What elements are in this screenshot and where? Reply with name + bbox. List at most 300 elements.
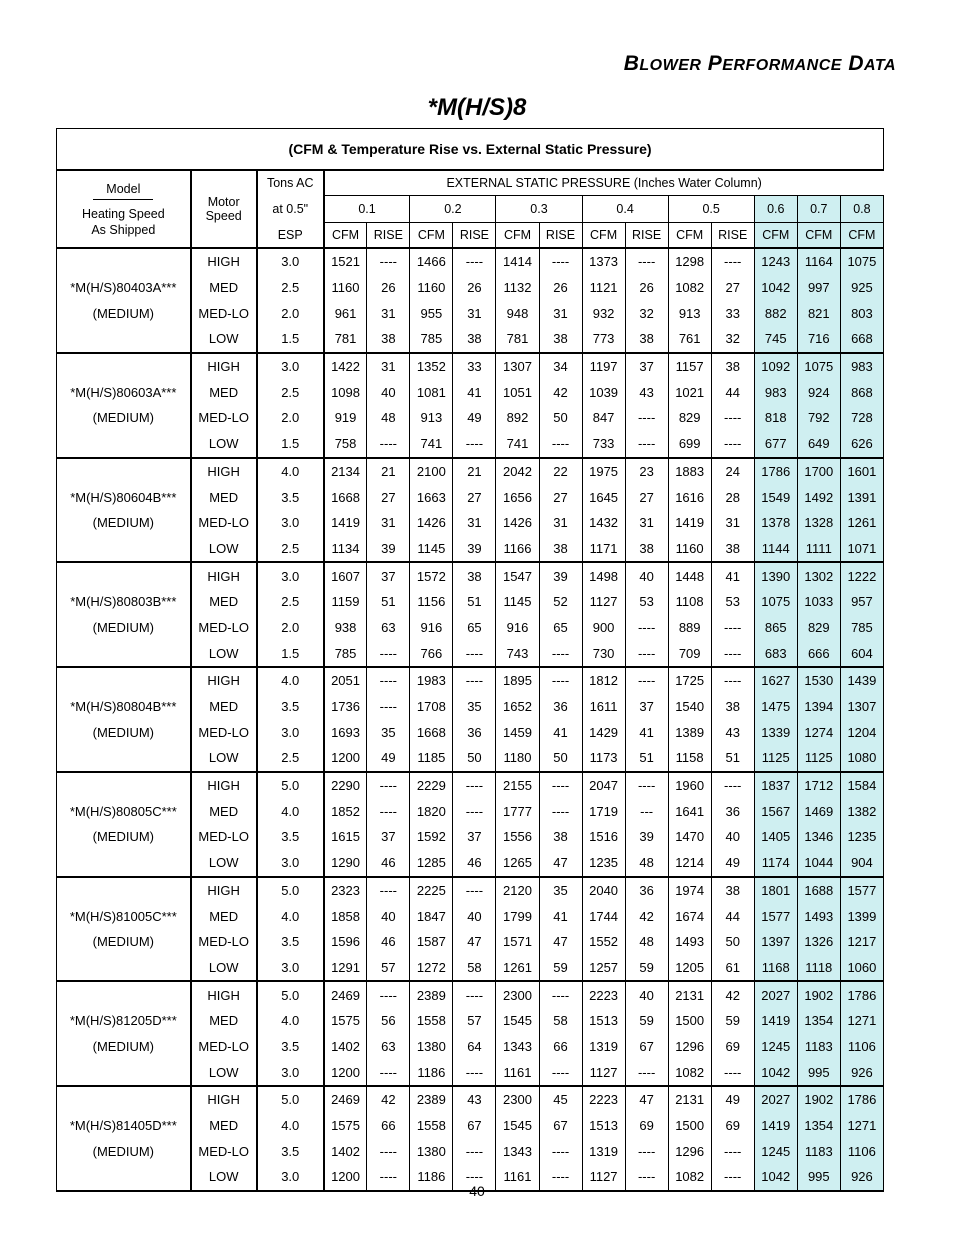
rise-value: ---- (367, 1164, 410, 1191)
rise-value: ---- (453, 1059, 496, 1086)
cfm-value: 781 (496, 326, 539, 353)
shipped-speed: (MEDIUM) (57, 300, 191, 326)
cfm-value: 1575 (324, 1113, 367, 1139)
cfm-value: 1419 (324, 510, 367, 536)
rise-value: 50 (711, 929, 754, 955)
cfm-value: 1960 (668, 772, 711, 799)
table-row (57, 275, 884, 301)
cfm-value: 926 (840, 1059, 883, 1086)
rise-value: 39 (453, 536, 496, 563)
table-row (57, 1059, 884, 1086)
rise-value: 38 (539, 536, 582, 563)
tons-ac-value: 3.5 (257, 1034, 324, 1060)
cfm-value: 1547 (496, 562, 539, 589)
rise-value: 51 (711, 745, 754, 772)
cfm-value: 1902 (797, 1086, 840, 1113)
table-row (57, 300, 884, 326)
cfm-value: 904 (840, 850, 883, 877)
cfm-value: 1257 (582, 955, 625, 982)
cfm-value: 1572 (410, 562, 453, 589)
rise-value: 38 (453, 326, 496, 353)
rise-value: 50 (453, 745, 496, 772)
cfm-value: 1134 (324, 536, 367, 563)
rise-value: 57 (367, 955, 410, 982)
rise-value: 47 (539, 929, 582, 955)
cfm-value: 1391 (840, 484, 883, 510)
rise-value: ---- (625, 405, 668, 431)
cfm-value: 1204 (840, 719, 883, 745)
cfm-value: 1786 (840, 981, 883, 1008)
table-row (57, 955, 884, 982)
cfm-value: 919 (324, 405, 367, 431)
rise-value: 26 (625, 275, 668, 301)
cfm-value: 1159 (324, 589, 367, 615)
shipped-speed: (MEDIUM) (57, 1138, 191, 1164)
cfm-value: 1419 (668, 510, 711, 536)
cfm-value: 1540 (668, 694, 711, 720)
table-row (57, 510, 884, 536)
cfm-value: 1222 (840, 562, 883, 589)
rise-value: 24 (711, 458, 754, 485)
cfm-value: 1390 (754, 562, 797, 589)
cfm-value: 1039 (582, 379, 625, 405)
cfm-value: 1558 (410, 1008, 453, 1034)
cfm-value: 1448 (668, 562, 711, 589)
rise-value: 38 (625, 536, 668, 563)
cfm-value: 948 (496, 300, 539, 326)
cfm-value: 1307 (496, 353, 539, 380)
cfm-value: 1521 (324, 248, 367, 275)
rise-value: 46 (453, 850, 496, 877)
pressure-header: 0.1 (324, 196, 410, 223)
cfm-header: CFM (797, 223, 840, 249)
cfm-header: CFM (582, 223, 625, 249)
model-cell-empty (57, 877, 191, 904)
rise-value: 63 (367, 1034, 410, 1060)
section-title (624, 52, 896, 76)
cfm-value: 1186 (410, 1164, 453, 1191)
section-title-word-2: PERFORMANCE (707, 52, 842, 75)
cfm-value: 1118 (797, 955, 840, 982)
rise-value: 45 (539, 1086, 582, 1113)
cfm-value: 1837 (754, 772, 797, 799)
cfm-value: 1469 (797, 798, 840, 824)
cfm-value: 1106 (840, 1138, 883, 1164)
cfm-value: 1380 (410, 1138, 453, 1164)
cfm-value: 792 (797, 405, 840, 431)
motor-speed: MED (191, 275, 257, 301)
rise-value: ---- (453, 1138, 496, 1164)
cfm-value: 1197 (582, 353, 625, 380)
cfm-value: 1475 (754, 694, 797, 720)
tons-ac-value: 2.5 (257, 589, 324, 615)
model-cell-empty (57, 248, 191, 275)
cfm-value: 745 (754, 326, 797, 353)
tons-ac-value: 4.0 (257, 903, 324, 929)
tons-ac-value: 1.5 (257, 326, 324, 353)
cfm-value: 1298 (668, 248, 711, 275)
cfm-value: 1584 (840, 772, 883, 799)
cfm-header: CFM (754, 223, 797, 249)
rise-value: ---- (539, 431, 582, 458)
tons-ac-value: 3.0 (257, 353, 324, 380)
tons-ac-value: 2.0 (257, 300, 324, 326)
cfm-value: 1397 (754, 929, 797, 955)
rise-header: RISE (453, 223, 496, 249)
cfm-value: 1158 (668, 745, 711, 772)
rise-value: 21 (367, 458, 410, 485)
motor-speed: MED-LO (191, 824, 257, 850)
pressure-header: 0.8 (840, 196, 883, 223)
rise-value: 67 (453, 1113, 496, 1139)
cfm-value: 1777 (496, 798, 539, 824)
motor-speed: HIGH (191, 667, 257, 694)
rise-value: 42 (367, 1086, 410, 1113)
rise-value: 66 (367, 1113, 410, 1139)
cfm-value: 913 (410, 405, 453, 431)
rise-value: 33 (453, 353, 496, 380)
rise-value: ---- (711, 431, 754, 458)
rise-value: 49 (453, 405, 496, 431)
cfm-value: 1382 (840, 798, 883, 824)
motor-speed: HIGH (191, 981, 257, 1008)
cfm-value: 1601 (840, 458, 883, 485)
motor-speed: HIGH (191, 353, 257, 380)
cfm-value: 925 (840, 275, 883, 301)
table-row (57, 326, 884, 353)
cfm-value: 1352 (410, 353, 453, 380)
cfm-value: 900 (582, 615, 625, 641)
rise-value: 39 (625, 824, 668, 850)
as-shipped-label: As Shipped (91, 222, 156, 237)
cfm-value: 983 (754, 379, 797, 405)
rise-value: 47 (625, 1086, 668, 1113)
rise-value: 46 (367, 929, 410, 955)
cfm-value: 1092 (754, 353, 797, 380)
rise-value: 38 (453, 562, 496, 589)
cfm-value: 1380 (410, 1034, 453, 1060)
rise-value: ---- (625, 1138, 668, 1164)
cfm-value: 1549 (754, 484, 797, 510)
pressure-header: 0.3 (496, 196, 582, 223)
cfm-value: 1271 (840, 1008, 883, 1034)
cfm-value: 1459 (496, 719, 539, 745)
cfm-value: 1217 (840, 929, 883, 955)
motor-speed: LOW (191, 850, 257, 877)
cfm-value: 1373 (582, 248, 625, 275)
cfm-value: 1319 (582, 1034, 625, 1060)
cfm-value: 766 (410, 640, 453, 667)
cfm-value: 1339 (754, 719, 797, 745)
rise-value: 67 (539, 1113, 582, 1139)
rise-value: 66 (539, 1034, 582, 1060)
cfm-value: 1296 (668, 1138, 711, 1164)
cfm-value: 1033 (797, 589, 840, 615)
rise-value: 38 (539, 824, 582, 850)
cfm-value: 1354 (797, 1113, 840, 1139)
cfm-value: 1127 (582, 1164, 625, 1191)
motor-speed: LOW (191, 955, 257, 982)
tons-ac-value: 4.0 (257, 1113, 324, 1139)
cfm-value: 1389 (668, 719, 711, 745)
table-row (57, 850, 884, 877)
rise-value: 53 (711, 589, 754, 615)
model-name: *M(H/S)80803B*** (57, 589, 191, 615)
cfm-value: 1493 (668, 929, 711, 955)
tons-ac-value: 5.0 (257, 981, 324, 1008)
model-name: *M(H/S)81405D*** (57, 1113, 191, 1139)
rise-value: 26 (539, 275, 582, 301)
cfm-value: 1812 (582, 667, 625, 694)
cfm-value: 1493 (797, 903, 840, 929)
cfm-value: 1328 (797, 510, 840, 536)
cfm-value: 1607 (324, 562, 367, 589)
cfm-value: 1185 (410, 745, 453, 772)
pressure-header: 0.2 (410, 196, 496, 223)
motor-speed: MED-LO (191, 719, 257, 745)
cfm-value: 1399 (840, 903, 883, 929)
cfm-value: 2131 (668, 981, 711, 1008)
rise-value: ---- (539, 798, 582, 824)
rise-value: 47 (539, 850, 582, 877)
rise-value: 32 (711, 326, 754, 353)
model-name: *M(H/S)80804B*** (57, 694, 191, 720)
cfm-value: 728 (840, 405, 883, 431)
cfm-value: 1271 (840, 1113, 883, 1139)
table-row (57, 929, 884, 955)
cfm-value: 955 (410, 300, 453, 326)
cfm-value: 1652 (496, 694, 539, 720)
cfm-value: 2229 (410, 772, 453, 799)
tons-ac-value: 3.5 (257, 1138, 324, 1164)
model-cell-empty (57, 667, 191, 694)
cfm-value: 1243 (754, 248, 797, 275)
rise-value: 42 (539, 379, 582, 405)
cfm-value: 889 (668, 615, 711, 641)
cfm-value: 1736 (324, 694, 367, 720)
cfm-value: 1516 (582, 824, 625, 850)
rise-value: ---- (367, 981, 410, 1008)
table-caption: (CFM & Temperature Rise vs. External Static Pressure) (57, 129, 884, 171)
tons-ac-value: 3.0 (257, 1164, 324, 1191)
cfm-value: 1354 (797, 1008, 840, 1034)
cfm-value: 1290 (324, 850, 367, 877)
rise-value: 37 (453, 824, 496, 850)
cfm-value: 1552 (582, 929, 625, 955)
rise-value: 36 (453, 719, 496, 745)
motor-speed: HIGH (191, 562, 257, 589)
cfm-value: 818 (754, 405, 797, 431)
table-row (57, 1138, 884, 1164)
rise-value: 23 (625, 458, 668, 485)
cfm-value: 1975 (582, 458, 625, 485)
motor-speed: MED (191, 589, 257, 615)
rise-value: 51 (367, 589, 410, 615)
cfm-value: 1108 (668, 589, 711, 615)
cfm-value: 1983 (410, 667, 453, 694)
model-cell-empty (57, 1059, 191, 1086)
cfm-value: 2120 (496, 877, 539, 904)
cfm-value: 1343 (496, 1034, 539, 1060)
rise-value: 44 (711, 379, 754, 405)
model-cell-empty (57, 326, 191, 353)
rise-value: 37 (625, 353, 668, 380)
cfm-value: 649 (797, 431, 840, 458)
cfm-value: 916 (410, 615, 453, 641)
shipped-speed: (MEDIUM) (57, 719, 191, 745)
cfm-value: 803 (840, 300, 883, 326)
tons-ac-header: Tons AC (257, 170, 324, 196)
motor-speed: LOW (191, 1059, 257, 1086)
tons-ac-value: 1.5 (257, 431, 324, 458)
cfm-value: 1545 (496, 1008, 539, 1034)
motor-speed: MED-LO (191, 1034, 257, 1060)
cfm-value: 1261 (840, 510, 883, 536)
cfm-value: 1285 (410, 850, 453, 877)
cfm-value: 1645 (582, 484, 625, 510)
cfm-value: 1799 (496, 903, 539, 929)
cfm-value: 1414 (496, 248, 539, 275)
cfm-value: 1106 (840, 1034, 883, 1060)
cfm-value: 2100 (410, 458, 453, 485)
rise-value: ---- (367, 431, 410, 458)
cfm-value: 2323 (324, 877, 367, 904)
cfm-value: 882 (754, 300, 797, 326)
cfm-value: 961 (324, 300, 367, 326)
cfm-value: 1712 (797, 772, 840, 799)
rise-value: 48 (625, 929, 668, 955)
model-cell-empty (57, 640, 191, 667)
cfm-value: 2469 (324, 981, 367, 1008)
table-row (57, 484, 884, 510)
tons-ac-value: 3.0 (257, 850, 324, 877)
cfm-value: 1186 (410, 1059, 453, 1086)
cfm-value: 1144 (754, 536, 797, 563)
rise-value: ---- (711, 405, 754, 431)
model-name: *M(H/S)80403A*** (57, 275, 191, 301)
tons-ac-value: 2.5 (257, 536, 324, 563)
rise-value: 48 (625, 850, 668, 877)
rise-value: ---- (625, 615, 668, 641)
table-row (57, 248, 884, 275)
rise-value: ---- (539, 1164, 582, 1191)
cfm-value: 2131 (668, 1086, 711, 1113)
cfm-value: 1513 (582, 1008, 625, 1034)
rise-value: 26 (453, 275, 496, 301)
cfm-value: 1160 (324, 275, 367, 301)
cfm-value: 1272 (410, 955, 453, 982)
motor-speed: MED (191, 903, 257, 929)
motor-speed: LOW (191, 1164, 257, 1191)
rise-value: ---- (625, 772, 668, 799)
table-row (57, 589, 884, 615)
rise-value: 49 (711, 850, 754, 877)
cfm-value: 2027 (754, 981, 797, 1008)
cfm-value: 1429 (582, 719, 625, 745)
tons-ac-value: 3.5 (257, 929, 324, 955)
cfm-value: 957 (840, 589, 883, 615)
cfm-value: 1145 (410, 536, 453, 563)
table-row (57, 667, 884, 694)
rise-value: 38 (539, 326, 582, 353)
rise-value: 51 (625, 745, 668, 772)
model-cell-empty (57, 353, 191, 380)
cfm-value: 1082 (668, 275, 711, 301)
cfm-value: 1895 (496, 667, 539, 694)
motor-speed: MED-LO (191, 510, 257, 536)
model-series-title: *M(H/S)8 (427, 94, 527, 121)
cfm-value: 1615 (324, 824, 367, 850)
cfm-value: 2290 (324, 772, 367, 799)
cfm-value: 1245 (754, 1034, 797, 1060)
tons-ac-value: 1.5 (257, 640, 324, 667)
rise-value: 67 (625, 1034, 668, 1060)
rise-value: 41 (539, 719, 582, 745)
tons-ac-value: 4.0 (257, 458, 324, 485)
rise-value: ---- (711, 772, 754, 799)
cfm-value: 1235 (582, 850, 625, 877)
cfm-value: 1042 (754, 1164, 797, 1191)
cfm-value: 1466 (410, 248, 453, 275)
table-row (57, 615, 884, 641)
model-cell-empty (57, 772, 191, 799)
model-cell-empty (57, 1086, 191, 1113)
rise-value: ---- (453, 667, 496, 694)
cfm-value: 1174 (754, 850, 797, 877)
rise-value: ---- (453, 981, 496, 1008)
cfm-value: 2047 (582, 772, 625, 799)
cfm-value: 1688 (797, 877, 840, 904)
cfm-value: 1168 (754, 955, 797, 982)
rise-value: 38 (711, 536, 754, 563)
cfm-value: 1291 (324, 955, 367, 982)
cfm-value: 1556 (496, 824, 539, 850)
rise-value: ---- (367, 772, 410, 799)
cfm-value: 1402 (324, 1138, 367, 1164)
cfm-value: 604 (840, 640, 883, 667)
cfm-value: 1205 (668, 955, 711, 982)
cfm-value: 1530 (797, 667, 840, 694)
cfm-value: 1274 (797, 719, 840, 745)
motor-speed: HIGH (191, 458, 257, 485)
rise-value: 36 (711, 798, 754, 824)
rise-value: --- (625, 798, 668, 824)
cfm-value: 1183 (797, 1034, 840, 1060)
rise-value: 69 (625, 1113, 668, 1139)
rise-value: ---- (453, 798, 496, 824)
cfm-value: 1302 (797, 562, 840, 589)
rise-value: 41 (625, 719, 668, 745)
table-row (57, 824, 884, 850)
rise-value: ---- (453, 1164, 496, 1191)
motor-speed: HIGH (191, 772, 257, 799)
tons-ac-value: 4.0 (257, 798, 324, 824)
cfm-value: 1200 (324, 1164, 367, 1191)
rise-value: ---- (367, 694, 410, 720)
cfm-value: 716 (797, 326, 840, 353)
model-name: *M(H/S)81005C*** (57, 903, 191, 929)
cfm-value: 1125 (754, 745, 797, 772)
motor-speed-column-header: Motor Speed (191, 170, 257, 248)
cfm-value: 1708 (410, 694, 453, 720)
table-row (57, 379, 884, 405)
tons-ac-value: 3.0 (257, 719, 324, 745)
cfm-value: 1082 (668, 1164, 711, 1191)
rise-value: ---- (367, 640, 410, 667)
rise-value: 38 (625, 326, 668, 353)
cfm-value: 1558 (410, 1113, 453, 1139)
rise-value: ---- (453, 248, 496, 275)
